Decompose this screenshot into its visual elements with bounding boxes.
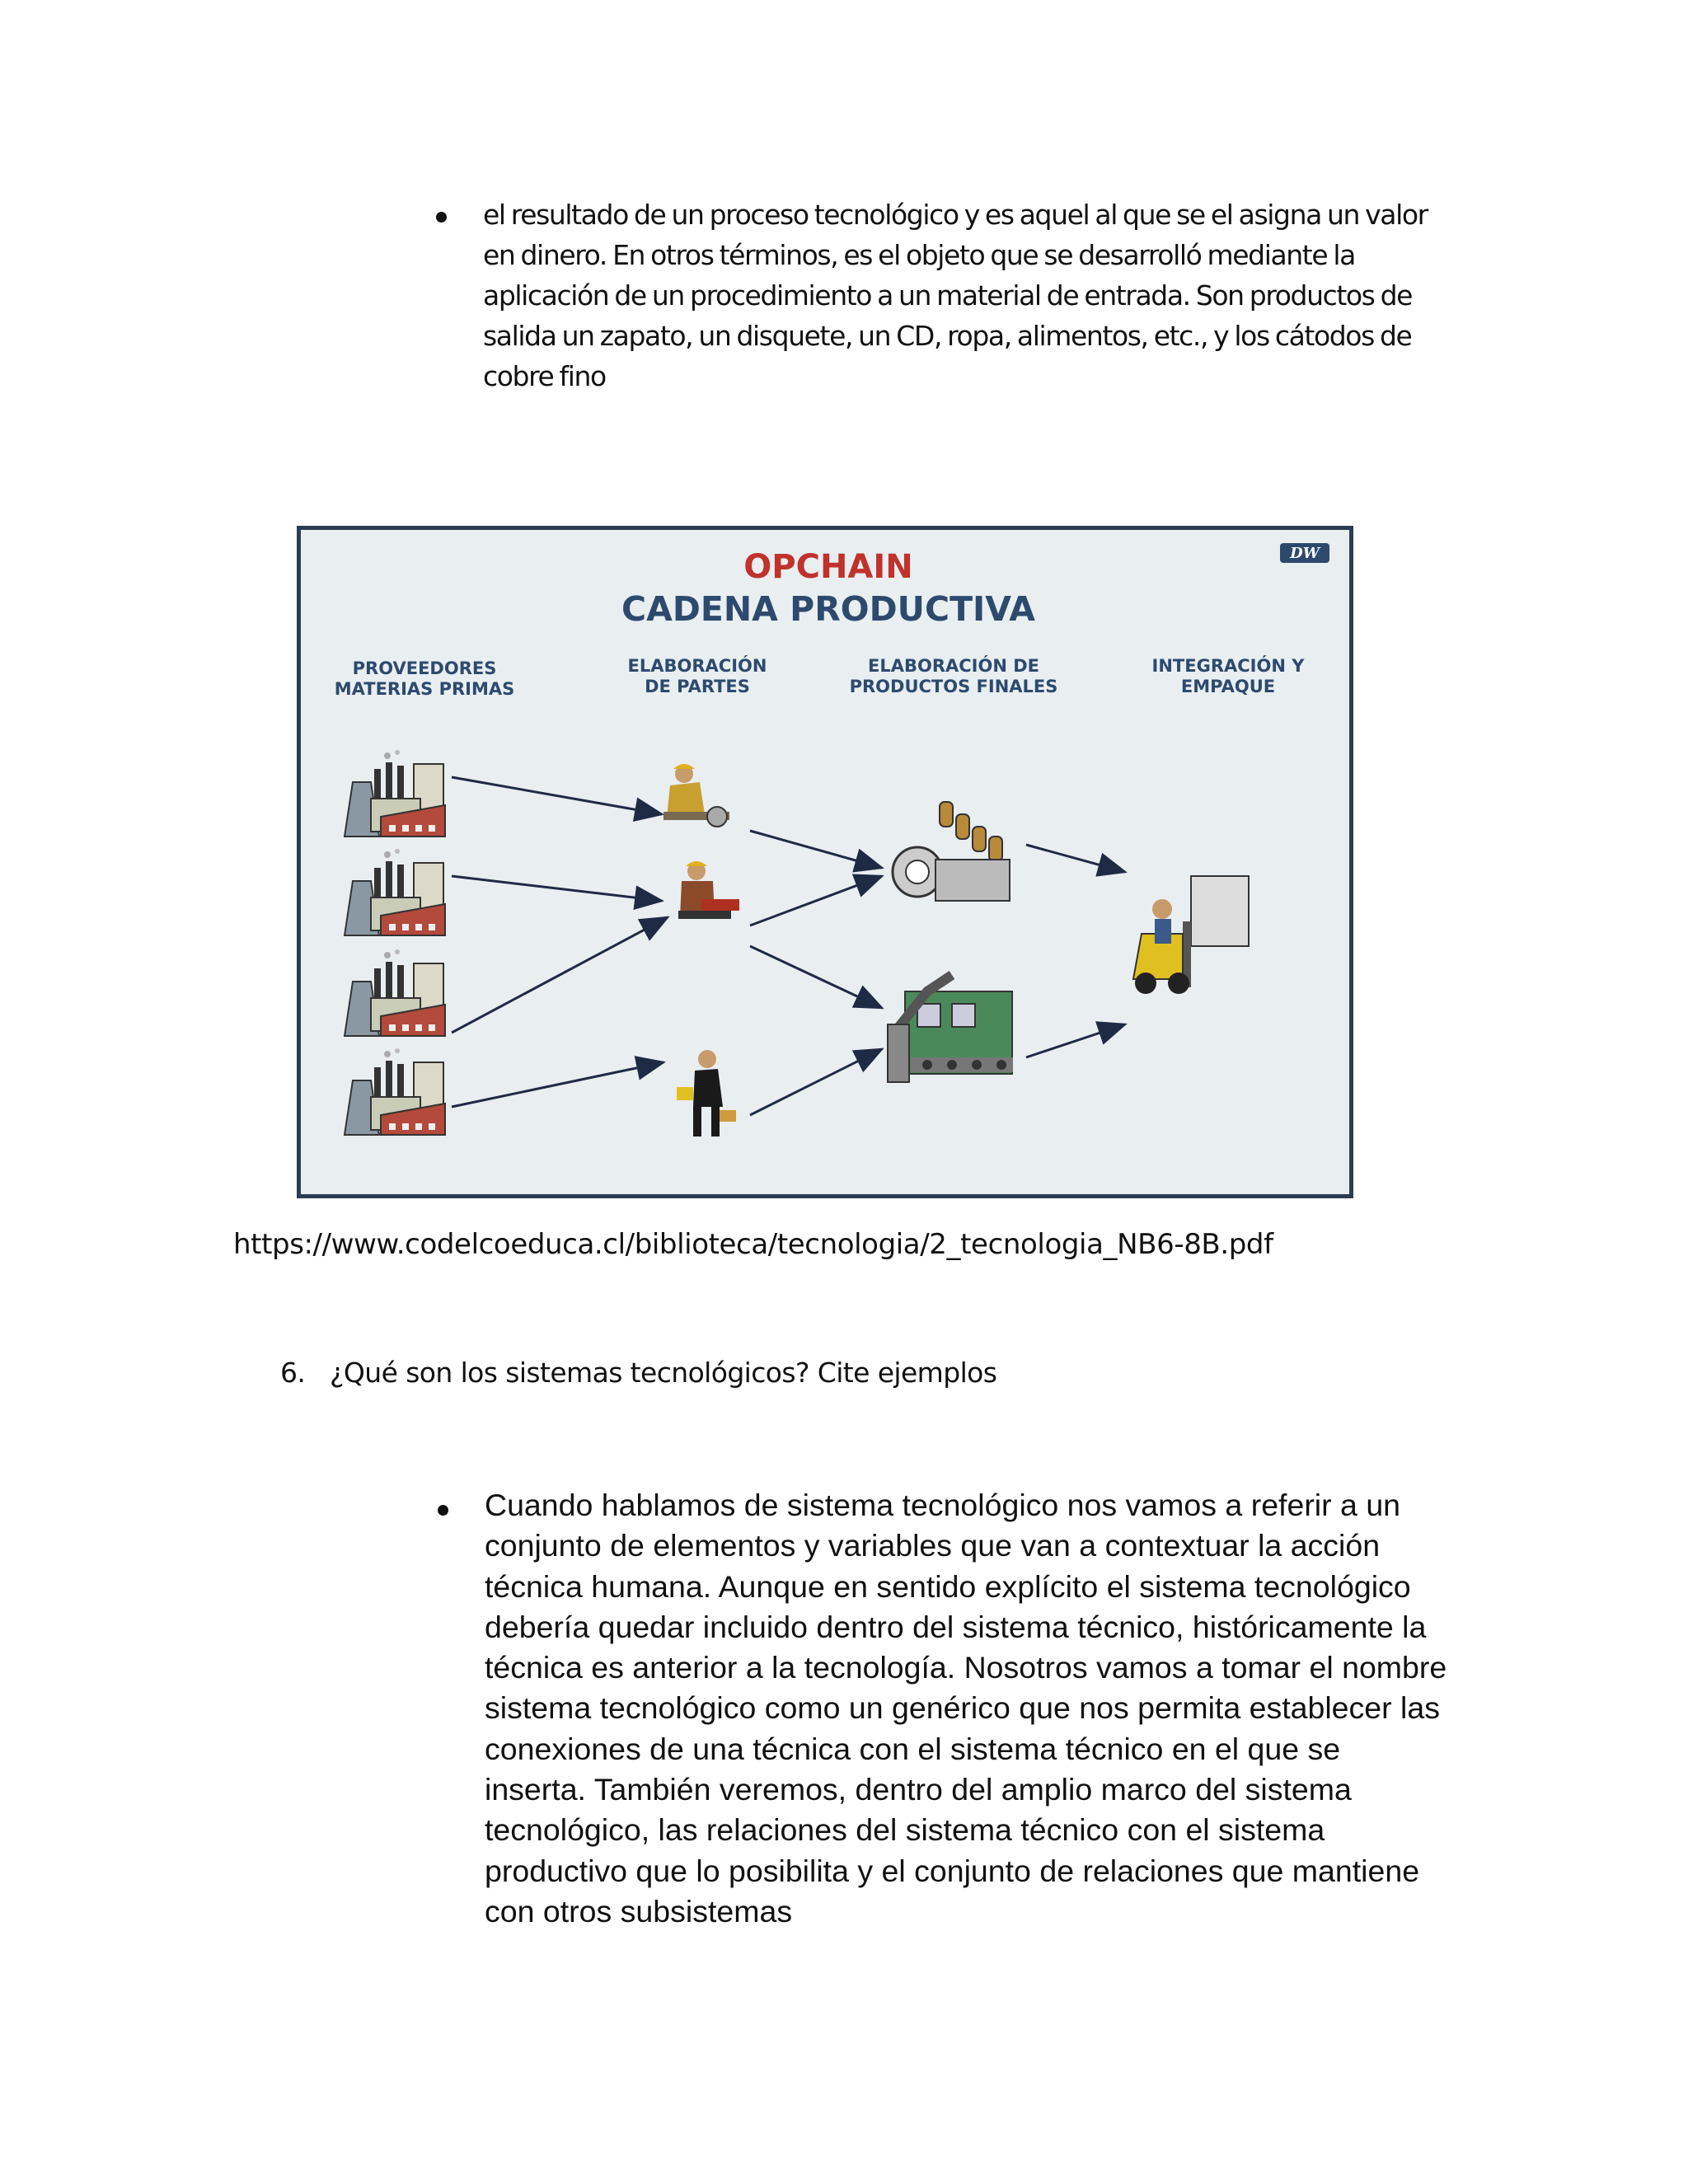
column-heading-3-line2: PRODUCTOS FINALES [849, 677, 1058, 696]
figure-title-cadena: CADENA PRODUCTIVA [621, 589, 1035, 629]
factory-icon [338, 849, 445, 940]
factory-icon [338, 949, 445, 1041]
source-url-link[interactable]: https://www.codelcoeduca.cl/biblioteca/tecnologia/2_tecnologia_NB6-8B.pdf [233, 1228, 1273, 1261]
arrow-icon [1026, 1024, 1125, 1057]
bullet-icon [438, 1505, 448, 1516]
column-heading-3-line1: ELABORACIÓN DE [867, 656, 1040, 676]
column-heading-1-line1: PROVEEDORES [352, 658, 497, 678]
arrow-icon [452, 917, 668, 1033]
arrow-icon [452, 777, 662, 814]
dw-logo-text: DW [1290, 545, 1320, 562]
arrow-icon [750, 946, 882, 1008]
worker-icon [678, 861, 739, 919]
opchain-figure [297, 526, 1353, 1198]
dw-logo-icon [1280, 543, 1329, 563]
bullet-item-answer [485, 1485, 1449, 1932]
bullet-text: Cuando hablamos de sistema tecnológico nos vamos a referir a un conjunto de elementos y variables que van a contextuar la acción técnica humana. Aunque en sentido explícito el sistema tecnológico debería quedar incluido dentro del sistema técnico, históricamente la técnica es anterior a la tecnología. Nosotros vamos a tomar el nombre sistema tecnológico como un genérico que nos permita establecer las conexiones de una técnica con el sistema técnico en el que se inserta. También veremos, dentro del amplio marco del sistema tecnológico, las relaciones del sistema técnico con el sistema productivo que lo posibilita y el conjunto de relaciones que mantiene con otros subsistemas [485, 1488, 1447, 1929]
bullet-item-product [483, 194, 1456, 396]
arrow-icon [1026, 845, 1125, 872]
factory-icon [338, 1048, 445, 1140]
worker-icon [677, 1050, 736, 1137]
arrow-icon [452, 876, 662, 901]
factory-icon [338, 750, 445, 841]
bullet-text: el resultado de un proceso tecnológico y es aquel al que se el asigna un valor en dinero. En otros términos, es el objeto que se desarrolló mediante la aplicación de un procedimiento a un material de entrada. Son productos de salida un zapato, un disquete, un CD, ropa, alimentos, etc., y los cátodos de cobre fino [483, 199, 1428, 392]
figure-title-opchain: OPCHAIN [743, 548, 913, 586]
forklift-icon [1133, 876, 1249, 994]
worker-icon [663, 764, 729, 827]
arrows-group [452, 777, 1125, 1115]
column-heading-2-line2: DE PARTES [645, 677, 750, 696]
machinery-icon [893, 798, 1018, 905]
column-heading-2-line1: ELABORACIÓN [627, 656, 767, 676]
arrow-icon [750, 831, 882, 868]
bullet-icon [436, 212, 447, 223]
question-heading [280, 1357, 996, 1389]
question-text: ¿Qué son los sistemas tecnológicos? Cite ejemplos [330, 1357, 997, 1389]
column-heading-4-line1: INTEGRACIÓN Y [1151, 656, 1305, 676]
arrow-icon [452, 1062, 663, 1107]
question-number: 6. [280, 1357, 306, 1389]
arrow-icon [750, 876, 882, 926]
arrow-icon [750, 1049, 882, 1115]
machinery-icon [888, 975, 1013, 1082]
column-heading-1-line2: MATERIAS PRIMAS [334, 679, 515, 699]
column-heading-4-line2: EMPAQUE [1180, 677, 1276, 696]
